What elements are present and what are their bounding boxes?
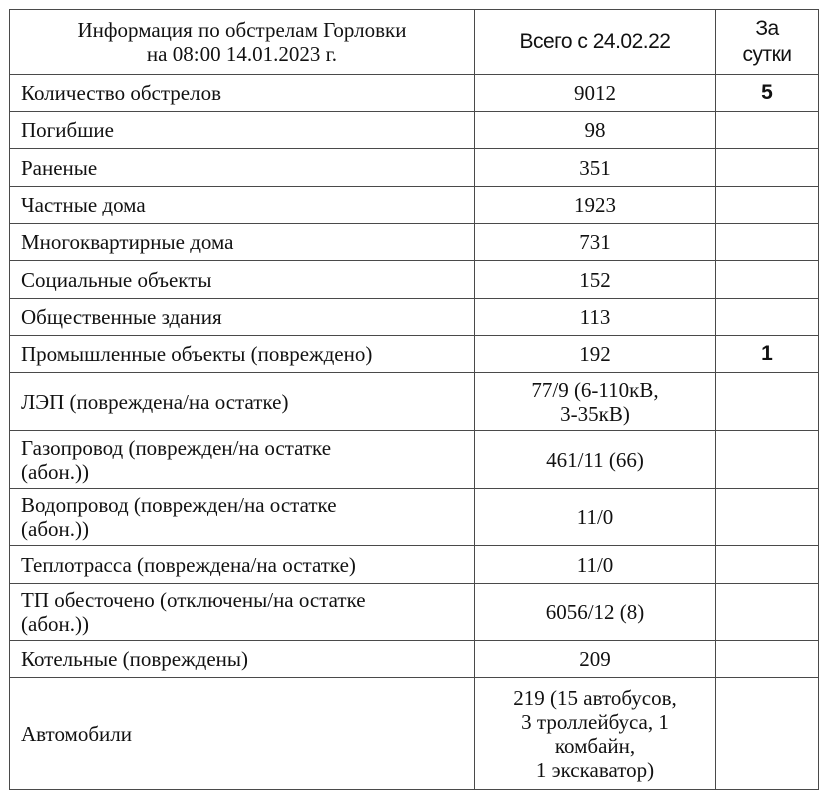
row-label-line: Погибшие	[21, 118, 114, 142]
row-day-cell	[716, 299, 819, 336]
table-row	[10, 336, 819, 373]
header-title-line-1: Информация по обстрелам Горловки	[77, 18, 407, 42]
row-total-line: 11/0	[576, 505, 614, 529]
row-label-cell	[10, 112, 475, 149]
row-label-cell	[10, 75, 475, 112]
row-label-line: Автомобили	[21, 721, 132, 746]
table-row	[10, 75, 819, 112]
row-label-cell	[10, 584, 475, 641]
row-total-line: 461/11 (66)	[546, 447, 644, 472]
row-label-line: Котельные (повреждены)	[21, 647, 248, 671]
row-label-cell	[10, 678, 475, 790]
row-label-cell	[10, 224, 475, 261]
row-total-line: 209	[579, 647, 611, 671]
row-label-line: (абон.))	[21, 612, 89, 636]
row-total-line: 1923	[574, 193, 616, 217]
row-label-cell	[10, 187, 475, 224]
row-total-cell	[475, 678, 716, 790]
row-day-cell	[716, 584, 819, 641]
row-day-cell: 5	[716, 75, 819, 112]
row-label-line: (абон.))	[21, 459, 89, 484]
row-total-cell	[475, 149, 716, 187]
table-row	[10, 373, 819, 431]
row-total-cell	[475, 489, 716, 546]
row-total-cell	[475, 112, 716, 149]
row-label-line: Теплотрасса (повреждена/на остатке)	[21, 552, 356, 577]
row-total-cell	[475, 261, 716, 299]
row-label-line: Газопровод (поврежден/на остатке	[21, 435, 332, 460]
row-total-line: комбайн,	[554, 733, 636, 758]
row-label-cell	[10, 373, 475, 431]
row-label-cell	[10, 489, 475, 546]
row-total-line: 3 троллейбуса, 1	[521, 709, 669, 734]
row-total-cell	[475, 75, 716, 112]
table-row	[10, 641, 819, 678]
table-row	[10, 149, 819, 187]
row-label-cell	[10, 336, 475, 373]
row-label-line: Раненые	[21, 155, 98, 180]
row-label-line: Водопровод (поврежден/на остатке	[21, 493, 337, 517]
row-label-cell	[10, 431, 475, 489]
row-day-cell	[716, 224, 819, 261]
row-total-line: 1 экскаватор)	[535, 757, 655, 782]
table-body	[10, 10, 819, 790]
row-day-cell	[716, 261, 819, 299]
row-day-cell	[716, 546, 819, 584]
table-row	[10, 187, 819, 224]
header-title-cell	[10, 10, 475, 75]
row-label-cell	[10, 546, 475, 584]
row-total-cell	[475, 187, 716, 224]
row-total-line: 192	[579, 342, 611, 366]
header-total-cell	[475, 10, 716, 75]
row-total-cell	[475, 641, 716, 678]
table-row	[10, 678, 819, 790]
row-label-cell	[10, 299, 475, 336]
row-total-line: 152	[579, 267, 611, 292]
row-day-cell: 1	[716, 336, 819, 373]
row-total-line: 351	[579, 155, 611, 180]
header-day-line-2: сутки	[742, 43, 792, 66]
row-label-cell	[10, 641, 475, 678]
shelling-info-table	[9, 9, 819, 790]
row-total-line: 77/9 (6-110кВ,	[531, 377, 659, 402]
row-label-line: Промышленные объекты (повреждено)	[21, 342, 373, 366]
row-total-line: 98	[584, 118, 606, 142]
row-label-line: Частные дома	[21, 193, 146, 217]
row-total-line: 731	[579, 230, 611, 254]
table-row	[10, 112, 819, 149]
header-day-cell	[716, 10, 819, 75]
table-row	[10, 224, 819, 261]
row-total-line: 3-35кВ)	[560, 401, 630, 426]
row-total-cell	[475, 373, 716, 431]
row-day-cell	[716, 373, 819, 431]
row-day-cell	[716, 489, 819, 546]
row-total-line: 9012	[574, 81, 616, 105]
row-day-cell	[716, 112, 819, 149]
row-label-line: Социальные объекты	[21, 267, 212, 292]
row-total-line: 219 (15 автобусов,	[513, 685, 677, 710]
header-title-line-2: на 08:00 14.01.2023 г.	[146, 42, 338, 66]
row-day-cell	[716, 187, 819, 224]
row-label-line: ЛЭП (повреждена/на остатке)	[21, 389, 289, 414]
row-label-cell	[10, 149, 475, 187]
row-label-line: (абон.))	[21, 517, 89, 541]
table-row	[10, 584, 819, 641]
table-row	[10, 489, 819, 546]
row-total-line: 11/0	[576, 552, 614, 577]
row-total-line: 6056/12 (8)	[545, 600, 645, 624]
table-row	[10, 431, 819, 489]
header-total-label: Всего с 24.02.22	[519, 30, 671, 53]
table-row	[10, 299, 819, 336]
row-label-line: Количество обстрелов	[21, 81, 221, 105]
row-label-line: Многоквартирные дома	[21, 230, 234, 254]
row-total-cell	[475, 224, 716, 261]
row-day-cell	[716, 431, 819, 489]
row-total-cell	[475, 336, 716, 373]
row-day-cell	[716, 149, 819, 187]
table-row	[10, 261, 819, 299]
table-row	[10, 546, 819, 584]
header-day-line-1: За	[755, 17, 779, 40]
row-label-line: ТП обесточено (отключены/на остатке	[21, 588, 366, 612]
row-day-cell	[716, 641, 819, 678]
row-label-cell	[10, 261, 475, 299]
row-total-cell	[475, 546, 716, 584]
row-day-cell	[716, 678, 819, 790]
row-total-cell	[475, 299, 716, 336]
header-row	[10, 10, 819, 75]
row-total-cell	[475, 431, 716, 489]
row-total-line: 113	[579, 305, 611, 329]
row-label-line: Общественные здания	[21, 305, 222, 329]
row-total-cell	[475, 584, 716, 641]
